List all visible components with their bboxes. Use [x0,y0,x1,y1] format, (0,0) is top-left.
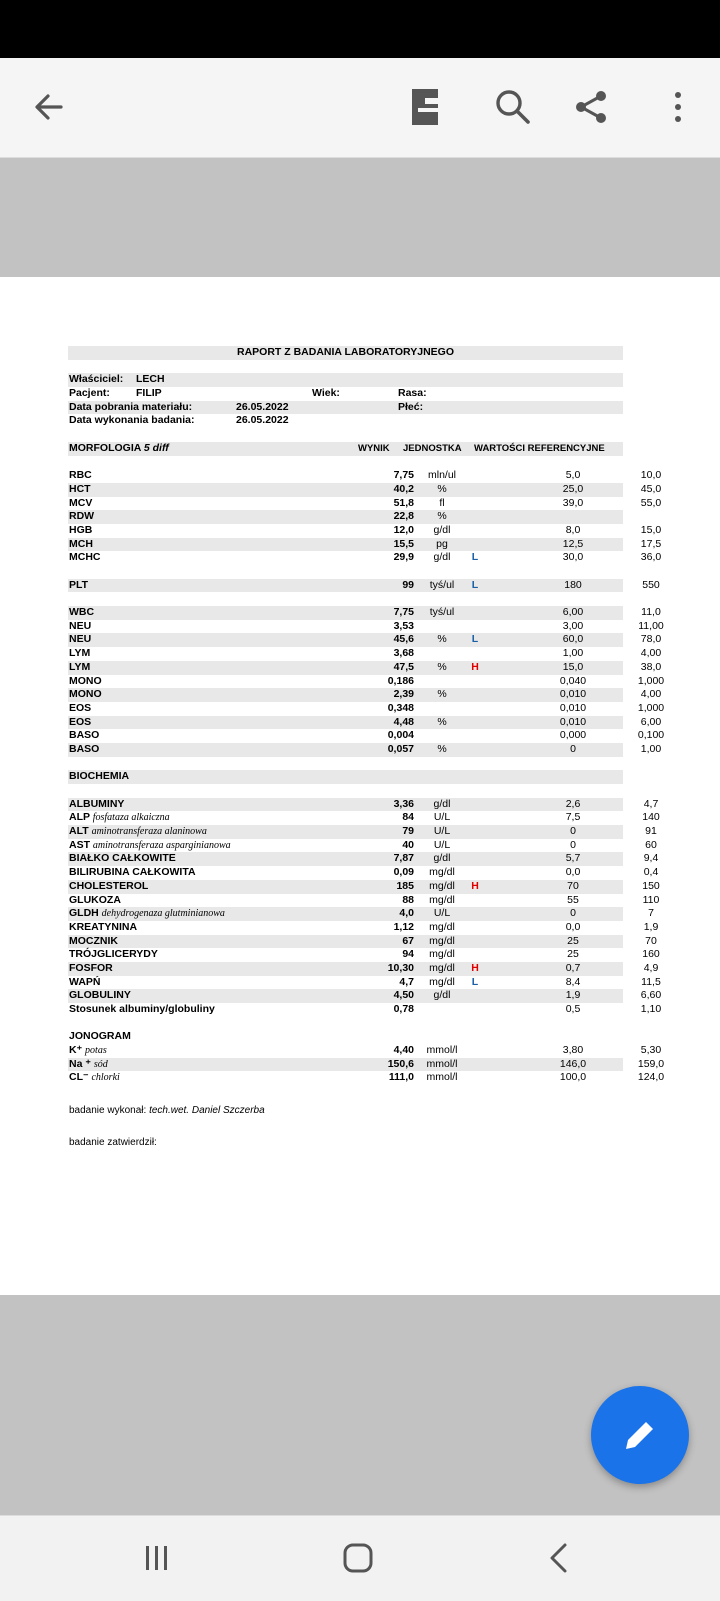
reference-min: 7,5 [565,811,581,824]
result-value: 51,8 [393,496,414,509]
test-name: HGB [69,523,93,536]
reference-min: 0,010 [559,701,587,714]
result-value: 185 [396,879,414,892]
result-row [68,523,662,538]
share-icon[interactable] [563,79,619,135]
reference-min: 39,0 [562,496,584,509]
reference-max: 70 [645,934,657,947]
reference-max: 0,4 [643,866,659,879]
reference-max: 4,9 [643,961,659,974]
result-row [68,893,660,908]
result-value: 12,0 [393,523,414,536]
result-value: 29,9 [393,551,414,564]
result-unit: U/L [433,838,451,851]
result-row [68,989,662,1003]
result-unit: % [437,482,447,495]
reference-min: 0 [570,838,576,851]
biochemistry-header: BIOCHEMIA [68,770,623,784]
result-value: 79 [402,825,414,838]
result-row [68,975,661,990]
reference-min: 0,7 [565,961,581,974]
reference-min: 1,9 [565,989,581,1002]
result-unit: mmol/l [426,1057,458,1070]
reference-max: 110 [642,893,660,906]
reference-min: 55 [567,893,579,906]
result-row [68,1071,665,1085]
result-unit: % [437,660,447,673]
reference-max: 1,10 [640,1003,662,1015]
result-row [68,715,662,730]
reference-min: 2,6 [565,797,581,810]
reference-min: 70 [567,879,579,892]
reference-min: 5,0 [565,469,581,482]
reference-min: 0,0 [565,866,581,879]
test-name: MCH [69,537,93,550]
reference-min: 146,0 [559,1057,587,1070]
result-unit: mg/dl [429,934,455,947]
result-unit: pg [436,537,448,550]
result-value: 111,0 [388,1071,414,1084]
reference-max: 4,00 [640,647,662,660]
morphology-header: MORFOLOGIA 5 diff WYNIK JEDNOSTKA WARTOŚCI REFERENCYJNE [68,442,623,456]
result-value: 4,7 [399,975,414,988]
approved-by: badanie zatwierdził: [69,1137,157,1149]
reference-min: 1,00 [562,647,584,660]
result-value: 0,057 [387,742,414,755]
result-unit: g/dl [433,797,451,810]
result-row [68,537,662,552]
reference-min: 0 [570,825,576,838]
result-unit: U/L [433,907,451,920]
result-unit: mg/dl [429,893,455,906]
result-row [68,482,662,497]
test-name: BIAŁKO CAŁKOWITE [69,852,176,865]
reference-max: 4,7 [643,797,659,810]
report-title: RAPORT Z BADANIA LABORATORYJNEGO [68,346,623,360]
result-row [68,633,662,647]
result-value: 22,8 [393,510,414,523]
result-unit: mln/ul [427,469,456,482]
test-name: CL⁻ chlorki [69,1071,120,1084]
ionogram-header: JONOGRAM [69,1030,131,1043]
reference-min: 0,010 [559,688,587,701]
result-value: 0,09 [393,866,414,879]
result-value: 94 [402,948,414,961]
test-description: dehydrogenaza glutminianowa [101,908,225,920]
result-row [68,674,665,689]
reference-max: 11,00 [638,619,664,632]
result-row [68,920,659,935]
result-value: 40 [402,838,414,851]
test-description: aminotransferaza alaninowa [91,826,207,838]
system-nav-bar [0,1515,720,1601]
app-bar [0,58,720,158]
result-unit: % [437,633,447,646]
result-unit: U/L [433,811,451,824]
reference-max: 1,00 [640,742,662,755]
result-row [68,1044,662,1058]
result-row [68,797,659,812]
test-name: GLDH dehydrogenaza glutminianowa [69,907,225,920]
result-row [68,551,662,565]
test-name: MCHC [69,551,101,564]
result-value: 7,87 [393,852,414,865]
result-row [68,742,662,757]
result-row [68,907,654,921]
result-unit: g/dl [433,523,451,536]
result-value: 0,004 [387,729,414,742]
lab-report [68,346,665,1175]
reference-min: 0 [570,742,576,755]
result-row [68,578,660,593]
reference-max: 159,0 [637,1057,665,1070]
result-unit: U/L [433,825,451,838]
result-value: 40,2 [393,482,414,495]
test-name: K⁺ potas [69,1044,107,1057]
test-description: chlorki [91,1072,120,1084]
result-unit: fl [439,496,445,509]
reference-max: 10,0 [640,469,662,482]
reference-max: 160 [642,948,660,961]
reference-max: 6,00 [640,715,662,728]
result-unit: mmol/l [426,1071,458,1084]
result-row [68,825,657,839]
execution-date-row: Data wykonania badania: 26.05.2022 [69,414,289,427]
result-unit: mg/dl [429,961,455,974]
recent-apps-icon[interactable] [129,1530,185,1586]
nav-back-icon[interactable] [531,1530,587,1586]
test-name: NEU [69,619,92,632]
collection-date-row: Data pobrania materiału: 26.05.2022 Płeć: [68,401,623,415]
status-bar [0,0,720,58]
reference-max: 6,60 [640,989,662,1002]
reference-min: 3,00 [562,619,584,632]
result-row [68,879,660,894]
reference-max: 1,000 [637,701,665,714]
test-description: potas [85,1045,107,1057]
reference-min: 30,0 [562,551,584,564]
reader-mode-icon[interactable] [397,79,453,135]
result-row [68,510,623,524]
test-name: EOS [69,715,92,728]
reference-min: 12,5 [562,537,584,550]
reference-max: 124,0 [637,1071,665,1084]
result-value: 10,30 [387,961,414,974]
reference-min: 3,80 [562,1044,584,1057]
result-unit: mg/dl [429,920,455,933]
test-name: KREATYNINA [69,920,138,933]
result-row [68,496,662,511]
reference-max: 11,0 [641,606,661,619]
result-row [68,729,665,743]
result-value: 0,348 [387,701,414,714]
result-value: 15,5 [393,537,414,550]
result-unit: mg/dl [429,948,455,961]
reference-min: 5,7 [565,852,581,865]
result-flag: L [471,975,479,988]
result-row [68,948,660,962]
result-row [68,647,662,661]
result-flag: L [471,551,479,564]
result-value: 4,48 [393,715,414,728]
reference-min: 25 [567,934,579,947]
result-unit: g/dl [433,551,451,564]
test-name: WAPŃ [69,975,101,988]
result-row [68,619,664,634]
test-name: FOSFOR [69,961,113,974]
result-unit: % [437,510,447,523]
reference-min: 100,0 [559,1071,587,1084]
result-value: 1,12 [393,920,414,933]
reference-min: 0 [570,907,576,920]
test-description: aminotransferaza asparginianowa [92,839,231,851]
test-name: BASO [69,742,100,755]
test-name: Na ⁺ sód [69,1057,108,1070]
result-row [68,852,659,866]
test-name: HCT [69,482,91,495]
test-name: RBC [69,469,92,482]
result-unit: % [437,688,447,701]
result-value: 7,75 [393,606,414,619]
result-value: 150,6 [387,1057,414,1070]
result-unit: % [437,742,447,755]
result-unit: g/dl [433,852,451,865]
result-value: 67 [402,934,414,947]
test-name: ALT aminotransferaza alaninowa [69,825,207,838]
reference-max: 550 [642,578,660,591]
result-value: 3,36 [393,797,414,810]
result-unit: tyś/ul [429,578,455,591]
result-flag: H [471,879,479,892]
reference-min: 0,040 [559,674,587,687]
test-name: MONO [69,688,102,701]
test-name: GLOBULINY [69,989,131,1002]
result-value: 45,6 [393,633,414,646]
back-arrow-icon[interactable] [21,79,77,135]
test-name: LYM [69,660,91,673]
test-name: GLUKOZA [69,893,121,906]
reference-max: 140 [642,811,660,824]
reference-max: 55,0 [640,496,662,509]
reference-max: 38,0 [640,660,662,673]
result-row [68,688,662,702]
test-name: ALP fosfataza alkaiczna [69,811,170,824]
result-row [68,934,657,949]
test-name: TRÓJGLICERYDY [69,948,158,961]
result-value: 99 [402,578,414,591]
test-name: NEU [69,633,92,646]
test-name: BASO [69,729,100,742]
result-value: 7,75 [393,469,414,482]
result-flag: L [471,633,479,646]
test-name: AST aminotransferaza asparginianowa [69,838,231,851]
result-value: 47,5 [393,660,414,673]
reference-max: 60 [645,838,657,851]
result-value: 0,186 [387,674,414,687]
reference-max: 5,30 [640,1044,662,1057]
result-value: 3,53 [393,619,414,632]
test-description: fosfataza alkaiczna [92,812,170,824]
result-row [68,1003,662,1017]
test-name: EOS [69,701,92,714]
reference-max: 4,00 [640,688,662,701]
result-row [68,660,662,675]
reference-max: 11,5 [641,975,661,988]
result-row [68,469,662,483]
test-name: LYM [69,647,91,660]
result-row [68,866,659,880]
result-value: 0,78 [393,1003,414,1015]
test-name: MOCZNIK [69,934,118,947]
test-name: Stosunek albuminy/globuliny [69,1003,215,1015]
patient-row: Pacjent: FILIP Wiek: Rasa: [69,387,427,400]
result-row [68,838,657,853]
reference-min: 60,0 [562,633,584,646]
test-name: MONO [69,674,102,687]
reference-max: 150 [642,879,660,892]
reference-min: 15,0 [562,660,584,673]
reference-max: 1,000 [637,674,665,687]
test-name: PLT [69,578,89,591]
result-unit: % [437,715,447,728]
result-row [68,1057,665,1072]
test-name: WBC [69,606,95,619]
result-row [68,811,660,825]
result-value: 4,50 [393,989,414,1002]
result-value: 2,39 [393,688,414,701]
test-name: RDW [69,510,95,523]
home-icon[interactable] [330,1530,386,1586]
result-value: 3,68 [393,647,414,660]
test-name: MCV [69,496,93,509]
owner-row: Właściciel: LECH [68,373,623,387]
reference-max: 15,0 [640,523,662,536]
edit-fab-button[interactable] [591,1386,689,1484]
more-options-icon[interactable] [650,79,706,135]
result-unit: mg/dl [429,975,455,988]
result-value: 88 [402,893,414,906]
reference-min: 8,4 [565,975,581,988]
reference-min: 0,5 [565,1003,581,1015]
test-name: BILIRUBINA CAŁKOWITA [69,866,196,879]
result-value: 84 [402,811,414,824]
result-unit: g/dl [433,989,451,1002]
test-description: sód [93,1058,108,1070]
reference-min: 0,010 [559,715,587,728]
reference-max: 36,0 [640,551,662,564]
result-row [68,701,665,716]
performed-by: badanie wykonał: tech.wet. Daniel Szczerba [69,1105,265,1117]
reference-min: 0,000 [559,729,587,742]
reference-max: 45,0 [640,482,662,495]
result-row [68,961,659,976]
test-name: ALBUMINY [69,797,125,810]
reference-max: 9,4 [643,852,659,865]
reference-min: 25 [567,948,579,961]
test-name: CHOLESTEROL [69,879,149,892]
reference-min: 0,0 [565,920,581,933]
reference-min: 8,0 [565,523,581,536]
reference-max: 17,5 [640,537,662,550]
result-unit: mg/dl [429,879,455,892]
reference-min: 6,00 [562,606,584,619]
reference-min: 180 [564,578,582,591]
result-row [68,606,661,620]
result-value: 4,0 [399,907,414,920]
reference-max: 0,100 [637,729,665,742]
result-flag: H [471,961,479,974]
result-unit: mg/dl [429,866,455,879]
reference-min: 25,0 [562,482,584,495]
reference-max: 1,9 [643,920,659,933]
result-value: 4,40 [393,1044,414,1057]
reference-max: 91 [645,825,657,838]
pencil-icon [620,1415,660,1455]
result-flag: H [471,660,479,673]
result-unit: mmol/l [426,1044,458,1057]
reference-max: 7 [648,907,654,920]
search-icon[interactable] [485,79,541,135]
result-flag: L [471,578,479,591]
reference-max: 78,0 [640,633,662,646]
result-unit: tyś/ul [429,606,455,619]
